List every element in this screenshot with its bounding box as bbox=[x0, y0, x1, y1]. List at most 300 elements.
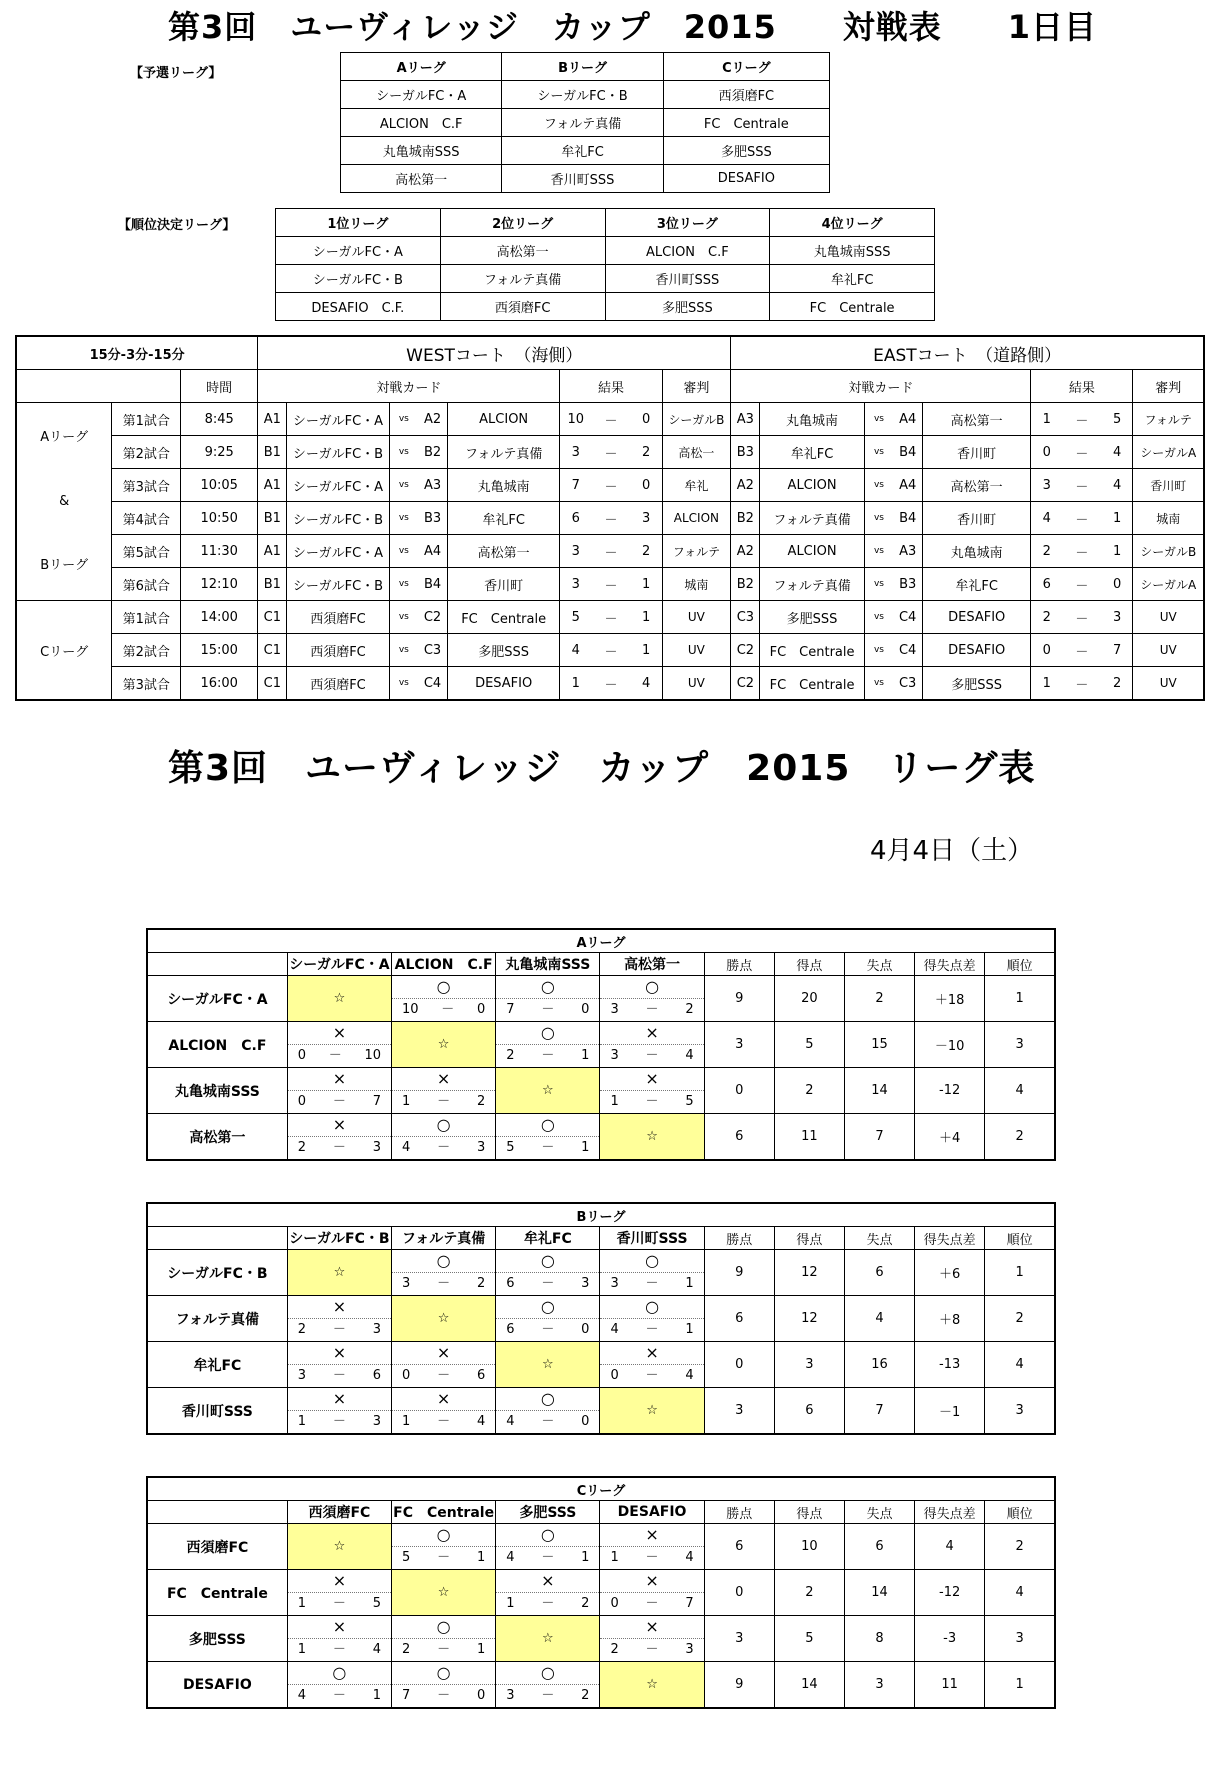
goals-for: 1 bbox=[610, 1550, 619, 1565]
league-name: Bリーグ bbox=[147, 1203, 1055, 1227]
result-cell bbox=[600, 1570, 704, 1616]
goals-against: 0 bbox=[581, 1322, 590, 1337]
west-referee: UV bbox=[662, 667, 731, 701]
result-mark: ○ bbox=[392, 1662, 495, 1685]
result-mark: ○ bbox=[392, 976, 495, 999]
stat-header: 勝点 bbox=[704, 1227, 774, 1250]
goals-for: 3 bbox=[506, 1688, 515, 1703]
rank-cell: 香川町SSS bbox=[605, 265, 770, 293]
west-slot-away: C2 bbox=[418, 601, 447, 634]
score-dash: － bbox=[332, 1688, 346, 1703]
result-mark: ○ bbox=[392, 1250, 495, 1273]
west-referee: 牟礼 bbox=[662, 469, 731, 502]
rank-cell: DESAFIO C.F. bbox=[276, 293, 441, 321]
result-mark: ○ bbox=[288, 1662, 391, 1685]
result-score bbox=[496, 1685, 599, 1707]
east-score-home: 0 bbox=[1031, 436, 1062, 469]
result-score bbox=[288, 1045, 391, 1067]
match-row bbox=[16, 403, 1204, 436]
goals-for: 5 bbox=[402, 1550, 411, 1565]
result-score bbox=[288, 1137, 391, 1159]
result-score bbox=[392, 1639, 495, 1661]
match-time: 10:50 bbox=[181, 502, 258, 535]
league-row bbox=[147, 976, 1055, 1022]
west-score-away: 0 bbox=[631, 469, 662, 502]
goals-for: 2 bbox=[402, 1642, 411, 1657]
west-team-away: FC Centrale bbox=[447, 601, 560, 634]
west-score-dash: － bbox=[591, 469, 631, 502]
goals-against: 3 bbox=[372, 1414, 381, 1429]
result-mark: ○ bbox=[496, 1296, 599, 1319]
west-score-home: 6 bbox=[560, 502, 591, 535]
team-name: シーガルFC・B bbox=[147, 1250, 287, 1296]
result-mark: ○ bbox=[392, 1114, 495, 1137]
result-cell bbox=[392, 1114, 496, 1161]
east-referee: 城南 bbox=[1133, 502, 1204, 535]
result-cell bbox=[600, 1022, 704, 1068]
west-score-home: 7 bbox=[560, 469, 591, 502]
east-team-away: DESAFIO bbox=[923, 601, 1031, 634]
stat-header: 勝点 bbox=[704, 953, 774, 976]
east-vs: vs bbox=[864, 502, 893, 535]
goals-against: 10 bbox=[364, 1048, 382, 1063]
result-cell bbox=[600, 1250, 704, 1296]
match-row bbox=[16, 502, 1204, 535]
league-row bbox=[147, 1616, 1055, 1662]
west-slot-away: A2 bbox=[418, 403, 447, 436]
team-name: フォルテ真備 bbox=[147, 1296, 287, 1342]
match-row bbox=[16, 469, 1204, 502]
stat-header: 得点 bbox=[774, 1227, 844, 1250]
result-mark: × bbox=[288, 1022, 391, 1045]
result-mark: ○ bbox=[600, 976, 703, 999]
goals-against: 2 bbox=[685, 1002, 694, 1017]
west-score-home: 4 bbox=[560, 634, 591, 667]
score-dash: － bbox=[332, 1140, 346, 1155]
rank-cell: 多肥SSS bbox=[605, 293, 770, 321]
goals-against: 1 bbox=[581, 1048, 590, 1063]
east-team-home: FC Centrale bbox=[760, 634, 864, 667]
team-column-header: シーガルFC・B bbox=[287, 1227, 391, 1250]
west-score-dash: － bbox=[591, 601, 631, 634]
west-score-away: 0 bbox=[631, 403, 662, 436]
result-cell bbox=[287, 1068, 391, 1114]
west-team-away: DESAFIO bbox=[447, 667, 560, 701]
self-match-star: ☆ bbox=[496, 1616, 600, 1662]
rank-cell: FC Centrale bbox=[770, 293, 935, 321]
match-number: 第5試合 bbox=[112, 535, 181, 568]
east-referee: UV bbox=[1133, 667, 1204, 701]
east-score-home: 1 bbox=[1031, 403, 1062, 436]
east-team-away: 多肥SSS bbox=[923, 667, 1031, 701]
east-referee: フォルテ bbox=[1133, 403, 1204, 436]
goals-conceded: 6 bbox=[844, 1524, 914, 1570]
result-cell bbox=[600, 1524, 704, 1570]
west-slot-home: A1 bbox=[258, 535, 287, 568]
rank-header: 2位リーグ bbox=[440, 209, 605, 237]
goals-against: 7 bbox=[685, 1596, 694, 1611]
west-team-away: 牟礼FC bbox=[447, 502, 560, 535]
rank: 3 bbox=[985, 1388, 1055, 1435]
east-team-away: 牟礼FC bbox=[923, 568, 1031, 601]
west-team-home: シーガルFC・B bbox=[287, 568, 389, 601]
score-dash: － bbox=[332, 1368, 346, 1383]
west-score-home: 3 bbox=[560, 436, 591, 469]
east-score-home: 6 bbox=[1031, 568, 1062, 601]
goals-scored: 10 bbox=[774, 1524, 844, 1570]
self-match-star: ☆ bbox=[600, 1662, 704, 1709]
match-schedule-table bbox=[15, 335, 1205, 701]
west-slot-away: A4 bbox=[418, 535, 447, 568]
goal-difference: ＋6 bbox=[915, 1250, 985, 1296]
goal-difference: 11 bbox=[915, 1662, 985, 1709]
result-mark: × bbox=[600, 1524, 703, 1547]
goals-against: 2 bbox=[581, 1596, 590, 1611]
goals-against: 1 bbox=[581, 1140, 590, 1155]
west-slot-home: C1 bbox=[258, 634, 287, 667]
rank: 2 bbox=[985, 1296, 1055, 1342]
east-team-home: 多肥SSS bbox=[760, 601, 864, 634]
team-column-header: 高松第一 bbox=[600, 953, 704, 976]
score-dash: － bbox=[541, 1550, 555, 1565]
score-dash: － bbox=[541, 1596, 555, 1611]
result-score bbox=[288, 1639, 391, 1661]
west-score-dash: － bbox=[591, 634, 631, 667]
score-dash: － bbox=[328, 1048, 342, 1063]
points: 0 bbox=[704, 1068, 774, 1114]
west-score-home: 3 bbox=[560, 568, 591, 601]
goals-scored: 5 bbox=[774, 1022, 844, 1068]
east-referee: シーガルB bbox=[1133, 535, 1204, 568]
west-vs: vs bbox=[389, 535, 418, 568]
goals-for: 1 bbox=[402, 1094, 411, 1109]
result-score bbox=[496, 999, 599, 1021]
score-dash: － bbox=[645, 1094, 659, 1109]
points: 9 bbox=[704, 976, 774, 1022]
east-vs: vs bbox=[864, 601, 893, 634]
stat-header: 失点 bbox=[844, 1501, 914, 1524]
result-mark: × bbox=[600, 1616, 703, 1639]
west-referee: フォルテ bbox=[662, 535, 731, 568]
match-row bbox=[16, 667, 1204, 701]
east-slot-home: B2 bbox=[731, 502, 760, 535]
east-team-home: ALCION bbox=[760, 535, 864, 568]
east-slot-away: A4 bbox=[893, 469, 922, 502]
east-slot-home: C3 bbox=[731, 601, 760, 634]
result-score bbox=[600, 999, 703, 1021]
west-team-away: 丸亀城南 bbox=[447, 469, 560, 502]
result-score bbox=[496, 1137, 599, 1159]
score-dash: － bbox=[645, 1322, 659, 1337]
goals-against: 3 bbox=[581, 1276, 590, 1291]
league-row bbox=[147, 1022, 1055, 1068]
goals-for: 3 bbox=[610, 1276, 619, 1291]
west-team-home: シーガルFC・A bbox=[287, 403, 389, 436]
result-score bbox=[600, 1639, 703, 1661]
east-score-dash: － bbox=[1062, 469, 1102, 502]
score-dash: － bbox=[437, 1140, 451, 1155]
result-mark: ○ bbox=[496, 1662, 599, 1685]
goals-against: 0 bbox=[581, 1414, 590, 1429]
result-mark: × bbox=[288, 1616, 391, 1639]
score-dash: － bbox=[645, 1596, 659, 1611]
goals-conceded: 4 bbox=[844, 1296, 914, 1342]
team-column-header: 牟礼FC bbox=[496, 1227, 600, 1250]
goals-against: 1 bbox=[581, 1550, 590, 1565]
east-slot-away: A3 bbox=[893, 535, 922, 568]
prelim-cell: 牟礼FC bbox=[502, 137, 663, 165]
score-dash: － bbox=[332, 1414, 346, 1429]
rank: 2 bbox=[985, 1524, 1055, 1570]
score-dash: － bbox=[645, 1642, 659, 1657]
team-column-header: DESAFIO bbox=[600, 1501, 704, 1524]
goals-conceded: 14 bbox=[844, 1570, 914, 1616]
result-score bbox=[392, 999, 495, 1021]
goals-against: 0 bbox=[581, 1002, 590, 1017]
team-name: 多肥SSS bbox=[147, 1616, 287, 1662]
east-vs: vs bbox=[864, 535, 893, 568]
east-score-away: 4 bbox=[1102, 436, 1133, 469]
goals-for: 1 bbox=[402, 1414, 411, 1429]
rank: 4 bbox=[985, 1068, 1055, 1114]
goals-against: 3 bbox=[476, 1140, 486, 1155]
goals-against: 1 bbox=[685, 1276, 694, 1291]
west-vs: vs bbox=[389, 634, 418, 667]
east-score-home: 1 bbox=[1031, 667, 1062, 701]
league-row bbox=[147, 1342, 1055, 1388]
league-table-c bbox=[146, 1476, 1056, 1709]
west-slot-home: B1 bbox=[258, 568, 287, 601]
west-slot-home: B1 bbox=[258, 502, 287, 535]
west-slot-home: C1 bbox=[258, 601, 287, 634]
west-court-header: WESTコート （海側） bbox=[258, 336, 731, 370]
goals-against: 6 bbox=[476, 1368, 486, 1383]
goal-difference: ＋18 bbox=[915, 976, 985, 1022]
rank-cell: 西須磨FC bbox=[440, 293, 605, 321]
goals-against: 2 bbox=[476, 1276, 486, 1291]
rank-label: 【順位決定リーグ】 bbox=[118, 218, 236, 233]
prelim-header: Aリーグ bbox=[341, 53, 502, 81]
result-cell bbox=[287, 1616, 391, 1662]
result-cell bbox=[287, 1022, 391, 1068]
goals-scored: 2 bbox=[774, 1068, 844, 1114]
result-mark: ○ bbox=[496, 1022, 599, 1045]
prelim-cell: シーガルFC・A bbox=[341, 81, 502, 109]
west-slot-away: A3 bbox=[418, 469, 447, 502]
result-cell bbox=[287, 1570, 391, 1616]
goals-against: 0 bbox=[476, 1002, 486, 1017]
result-mark: × bbox=[288, 1296, 391, 1319]
stat-header: 得点 bbox=[774, 1501, 844, 1524]
result-score bbox=[496, 1547, 599, 1569]
result-score bbox=[496, 1411, 599, 1433]
rank-header: 3位リーグ bbox=[605, 209, 770, 237]
score-dash: － bbox=[645, 1276, 659, 1291]
result-mark: × bbox=[600, 1068, 703, 1091]
match-number: 第2試合 bbox=[112, 634, 181, 667]
rank: 4 bbox=[985, 1570, 1055, 1616]
goals-scored: 14 bbox=[774, 1662, 844, 1709]
points: 0 bbox=[704, 1342, 774, 1388]
goals-against: 2 bbox=[581, 1688, 590, 1703]
result-mark: ○ bbox=[600, 1250, 703, 1273]
points: 9 bbox=[704, 1662, 774, 1709]
prelim-header: Cリーグ bbox=[663, 53, 829, 81]
prelim-cell: ALCION C.F bbox=[341, 109, 502, 137]
goals-for: 0 bbox=[610, 1596, 619, 1611]
match-number: 第2試合 bbox=[112, 436, 181, 469]
goals-for: 4 bbox=[506, 1550, 515, 1565]
result-mark: × bbox=[288, 1068, 391, 1091]
east-referee: UV bbox=[1133, 634, 1204, 667]
west-team-home: 西須磨FC bbox=[287, 667, 389, 701]
rank-cell: ALCION C.F bbox=[605, 237, 770, 265]
prelim-cell: シーガルFC・B bbox=[502, 81, 663, 109]
match-number: 第6試合 bbox=[112, 568, 181, 601]
result-score bbox=[496, 1593, 599, 1615]
match-row bbox=[16, 436, 1204, 469]
goals-scored: 11 bbox=[774, 1114, 844, 1161]
east-score-away: 1 bbox=[1102, 502, 1133, 535]
east-score-home: 4 bbox=[1031, 502, 1062, 535]
stat-header: 得点 bbox=[774, 953, 844, 976]
time-header: 時間 bbox=[181, 370, 258, 403]
league-row bbox=[147, 1524, 1055, 1570]
west-team-away: 多肥SSS bbox=[447, 634, 560, 667]
self-match-star: ☆ bbox=[287, 1250, 391, 1296]
score-dash: － bbox=[541, 1140, 555, 1155]
east-slot-home: C2 bbox=[731, 634, 760, 667]
goals-conceded: 7 bbox=[844, 1114, 914, 1161]
team-name: DESAFIO bbox=[147, 1662, 287, 1709]
west-referee: シーガルB bbox=[662, 403, 731, 436]
east-ref-header: 審判 bbox=[1133, 370, 1204, 403]
east-result-header: 結果 bbox=[1031, 370, 1133, 403]
prelim-cell: 丸亀城南SSS bbox=[341, 137, 502, 165]
east-score-dash: － bbox=[1062, 403, 1102, 436]
west-referee: UV bbox=[662, 634, 731, 667]
east-slot-home: B2 bbox=[731, 568, 760, 601]
score-dash: － bbox=[541, 1414, 555, 1429]
east-slot-away: B3 bbox=[893, 568, 922, 601]
result-mark: × bbox=[600, 1342, 703, 1365]
east-slot-home: A2 bbox=[731, 535, 760, 568]
result-score bbox=[288, 1365, 391, 1387]
result-score bbox=[392, 1411, 495, 1433]
prelim-cell: フォルテ真備 bbox=[502, 109, 663, 137]
score-dash: － bbox=[437, 1414, 451, 1429]
team-name: 香川町SSS bbox=[147, 1388, 287, 1435]
self-match-star: ☆ bbox=[392, 1570, 496, 1616]
goals-scored: 3 bbox=[774, 1342, 844, 1388]
east-score-away: 7 bbox=[1102, 634, 1133, 667]
score-dash: － bbox=[645, 1002, 659, 1017]
goals-for: 4 bbox=[506, 1414, 515, 1429]
east-score-dash: － bbox=[1062, 436, 1102, 469]
self-match-star: ☆ bbox=[392, 1022, 496, 1068]
goals-for: 2 bbox=[610, 1642, 619, 1657]
west-slot-away: B4 bbox=[418, 568, 447, 601]
result-mark: × bbox=[600, 1570, 703, 1593]
league-row bbox=[147, 1114, 1055, 1161]
goals-conceded: 2 bbox=[844, 976, 914, 1022]
result-mark: ○ bbox=[496, 1114, 599, 1137]
east-referee: 香川町 bbox=[1133, 469, 1204, 502]
result-mark: ○ bbox=[600, 1296, 703, 1319]
west-vs: vs bbox=[389, 667, 418, 701]
goals-for: 4 bbox=[402, 1140, 411, 1155]
prelim-table bbox=[340, 52, 830, 193]
result-cell bbox=[287, 1662, 391, 1709]
east-vs: vs bbox=[864, 667, 893, 701]
goals-for: 10 bbox=[402, 1002, 419, 1017]
goals-for: 6 bbox=[506, 1322, 515, 1337]
east-slot-away: C4 bbox=[893, 601, 922, 634]
west-vs: vs bbox=[389, 502, 418, 535]
score-dash: － bbox=[645, 1368, 659, 1383]
result-score bbox=[288, 1091, 391, 1113]
prelim-label: 【予選リーグ】 bbox=[130, 66, 222, 81]
west-slot-away: C4 bbox=[418, 667, 447, 701]
points: 3 bbox=[704, 1022, 774, 1068]
prelim-cell: FC Centrale bbox=[663, 109, 829, 137]
result-mark: × bbox=[288, 1388, 391, 1411]
rank-cell: 牟礼FC bbox=[770, 265, 935, 293]
match-time: 14:00 bbox=[181, 601, 258, 634]
west-ref-header: 審判 bbox=[662, 370, 731, 403]
goals-for: 1 bbox=[297, 1596, 307, 1611]
result-mark: ○ bbox=[496, 1524, 599, 1547]
goal-difference: ＋8 bbox=[915, 1296, 985, 1342]
east-slot-home: B3 bbox=[731, 436, 760, 469]
result-cell bbox=[600, 1296, 704, 1342]
goals-against: 4 bbox=[685, 1550, 694, 1565]
west-referee: ALCION bbox=[662, 502, 731, 535]
east-referee: シーガルA bbox=[1133, 436, 1204, 469]
result-cell bbox=[496, 1022, 600, 1068]
result-score bbox=[496, 1273, 599, 1295]
goals-for: 1 bbox=[506, 1596, 515, 1611]
league-row bbox=[147, 1250, 1055, 1296]
west-team-home: シーガルFC・A bbox=[287, 535, 389, 568]
west-score-away: 3 bbox=[631, 502, 662, 535]
east-vs: vs bbox=[864, 436, 893, 469]
league-name: Aリーグ bbox=[147, 929, 1055, 953]
goals-conceded: 7 bbox=[844, 1388, 914, 1435]
west-vs: vs bbox=[389, 436, 418, 469]
prelim-cell: 高松第一 bbox=[341, 165, 502, 193]
rank-cell: 丸亀城南SSS bbox=[770, 237, 935, 265]
group-c-label: Cリーグ bbox=[16, 601, 112, 701]
goals-against: 4 bbox=[685, 1368, 694, 1383]
group-label: Aリーグ bbox=[40, 429, 89, 445]
east-score-dash: － bbox=[1062, 634, 1102, 667]
result-cell bbox=[496, 976, 600, 1022]
east-slot-away: B4 bbox=[893, 436, 922, 469]
team-column-header: フォルテ真備 bbox=[392, 1227, 496, 1250]
result-score bbox=[392, 1547, 495, 1569]
east-score-dash: － bbox=[1062, 667, 1102, 701]
league-row bbox=[147, 1388, 1055, 1435]
result-mark: ○ bbox=[392, 1524, 495, 1547]
event-date: 4月4日（土） bbox=[870, 836, 1034, 866]
self-match-star: ☆ bbox=[287, 976, 391, 1022]
result-mark: ○ bbox=[496, 976, 599, 999]
match-number: 第3試合 bbox=[112, 667, 181, 701]
east-team-home: 丸亀城南 bbox=[760, 403, 864, 436]
result-cell bbox=[392, 1616, 496, 1662]
result-mark: × bbox=[496, 1570, 599, 1593]
